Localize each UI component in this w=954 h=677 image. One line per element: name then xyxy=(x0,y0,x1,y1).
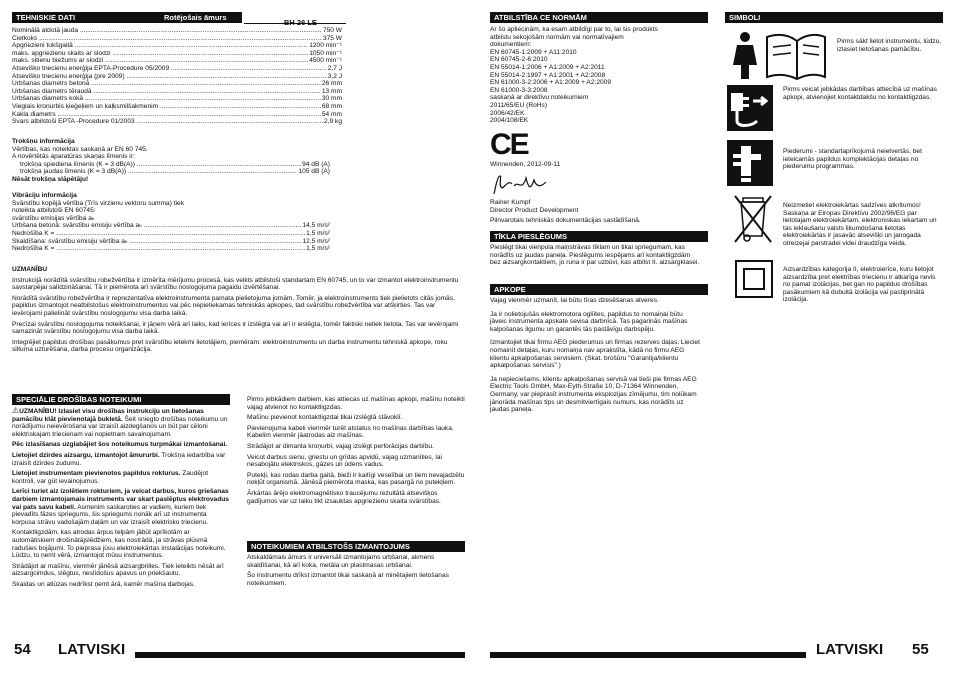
safety-text: Strādājot ar mašīnu, vienmēr jānēsā aizsargbrilles. Tiek ieteikts nēsāt arī aizsargcimdus, slēgtus, neslīdošus apavus un priekšautu. xyxy=(12,562,224,578)
vibration-spec-row xyxy=(12,245,330,253)
spec-row xyxy=(12,95,342,103)
safety-para: Pievienojuma kabeli vienmēr turēt atstatus no mašīnas darbības lauka. Kabelim vienmēr jāatrodas aiz mašīnas. xyxy=(247,424,454,440)
spec-label: Urbšanas diametrs betonā ..... xyxy=(12,80,321,88)
tech-data-title: TEHNISKIE DATI xyxy=(16,13,76,22)
symbol-text: Aizsardzības kategorija II, elektroierīce, kuru lietojot aizsardzība pret elektrības triecienu ir atkarīga nevis no pamat izolācijas, bet gan no papildus drošības pasākumiem kā dubultā izolācija vai pastiprinātā izolācija. xyxy=(783,266,936,304)
spec-label: trokšņa jaudas līmenis (K = 3 dB(A)) ..... xyxy=(20,168,297,176)
symbol-text: Piederumi - standartaprīkojumā neietvertās, bet ieteicamās papildus komplektācijas detaļas no piederumu programmas. xyxy=(783,148,922,171)
usage-header xyxy=(247,541,465,552)
spec-value: 94 dB (A) xyxy=(302,160,330,168)
noise-title: Trokšņu informācija xyxy=(12,138,75,145)
usage-para: Atskaldāmais āmurs ir universāli izmantojams urbšanai, akmens skaldīšanai, kā arī koka, metāla un plastmasas urbšanai. xyxy=(247,554,435,569)
noise-line-1: Vērtības, kas noteiktas saskaņā ar EN 60 745. xyxy=(12,145,148,153)
safety-title: SPECIĀLIE DROŠĪBAS NOTEIKUMI xyxy=(16,395,142,404)
safety-para xyxy=(12,470,230,485)
spec-value: 12,5 m/s² xyxy=(302,237,330,245)
attention-para: Instrukcijā norādītā svārstību robežvērtība ir izmērīta mērījumu procesā, kas veikts atbilstoši standartam EN 60745, un to var izmantot elektroinstrumentu savstarpējai salīdzināšanai. Tā ir piemērota arī svārstību noslogojuma pagaidu izvērtēšanai. xyxy=(12,276,459,292)
spec-value: 54 mm xyxy=(321,110,342,118)
noise-line-2: A novērtētās aparatūras skaņas līmenis ir: xyxy=(12,153,135,161)
network-text: Pieslēgt tikai vienpola maiņstrāvas tīklam un tikai spriegumam, kas norādīts uz jaudas paneļa. Pieslēgums iespējams arī kontaktligzdām bez aizsargkontaktiem, jo runa ir par uzbūvi, kas atbilst II. aizsargklasei. xyxy=(490,244,700,267)
safety-para: Strādājot ar dimanta kroņurbi, vajag izslēgt perforācijas darbību. xyxy=(247,442,434,450)
spec-row xyxy=(12,50,342,58)
vibration-spec-list xyxy=(12,222,330,252)
right-page-language: LATVISKI xyxy=(816,641,884,658)
noise-spec-row xyxy=(20,168,330,176)
spec-value: 105 dB (A) xyxy=(298,168,330,176)
symbols-header xyxy=(725,12,943,23)
spec-value: 68 mm xyxy=(321,102,342,110)
spec-row xyxy=(12,88,342,96)
place-date: Winnenden, 2012-09-11 xyxy=(490,161,561,168)
safety-column-1 xyxy=(12,407,230,591)
spec-value: 2,9 kg xyxy=(324,118,342,126)
left-page-language: LATVISKI xyxy=(58,641,126,658)
spec-row xyxy=(12,73,342,81)
care-title: APKOPE xyxy=(494,285,526,294)
spec-row xyxy=(12,27,342,35)
care-para: Izmantojiet tikai firmu AEG piederumus un firmas rezerves daļas. Lieciet nomainīt detaļas, kuru nomaiņa nav aprakstīta, kādā no firmu AEG klientu apkalpošanas servisiem. (Skat. brošūru "Garantija/klientu apkalpošanas servisis".) xyxy=(490,339,700,370)
spec-value: 4500 min⁻¹ xyxy=(309,57,342,65)
tech-data-subheader xyxy=(158,12,242,23)
spec-label: Urbšanas diametrs kokā ..... xyxy=(12,95,321,103)
spec-label: Skaldīšana: svārstību emisiju vērtība aₕ ..... xyxy=(12,238,302,246)
safety-para xyxy=(12,563,230,578)
conformity-text xyxy=(490,26,708,125)
safety-header xyxy=(12,394,230,405)
spec-value: 375 W xyxy=(322,34,342,42)
spec-list xyxy=(12,27,342,126)
conformity-line: EN 55014-2:1997 + A1:2001 + A2:2008 xyxy=(490,71,606,79)
safety-para: Ārkārtas ārējo elektromagnētisko traucējumu rezultātā atsevišķos gadījumos var uz laiku tikt izsauktas apgriezienu skaita svārstības. xyxy=(247,489,441,505)
right-footer-bar xyxy=(490,652,806,658)
weee-bin-icon xyxy=(733,192,773,246)
safety-para xyxy=(12,581,230,589)
left-footer-bar xyxy=(135,652,465,658)
vibration-line-2: noteikta atbilstoši EN 60745: xyxy=(12,207,96,215)
conformity-line: EN 60745-1:2009 + A11:2010 xyxy=(490,48,577,56)
spec-label: Atsevišķo triecienu enerģija (pre 2009) ..... xyxy=(12,73,327,81)
spec-value: 1,5 m/s² xyxy=(306,245,330,253)
network-title: TĪKLA PIESLĒGUMS xyxy=(494,232,568,241)
symbol-text: Pirms sākt lietot instrumentu, lūdzu, izlasiet lietošanas pamācību. xyxy=(837,38,942,53)
vibration-line-3: svārstību emisijas vērtība aₕ xyxy=(12,214,95,222)
safety-para xyxy=(12,441,230,449)
safety-para xyxy=(12,452,230,467)
spec-row xyxy=(12,57,342,65)
noise-warning: Nēsāt trokšņa slāpētāju! xyxy=(12,175,89,183)
spec-label: Atsevišķo triecienu enerģija EPTA-Procedure 05/2009 ..... xyxy=(12,65,327,73)
spec-label: Vieglais kroņurbis ķieģeļiem un kaļķsmilšakmenim ..... xyxy=(12,103,321,111)
conformity-title: ATBILSTĪBA CE NORMĀM xyxy=(494,13,587,22)
signer-role: Director Product Development xyxy=(490,206,579,214)
spec-value: 1200 min⁻¹ xyxy=(309,42,342,50)
accessory-icon xyxy=(727,140,773,186)
safety-text: Skaidas un atlūzas nedrīkst ņemt ārā, kamēr mašīna darbojas. xyxy=(12,580,195,588)
symbol-text: Pirms veicat jebkādas darbības attiecībā uz mašīnas apkopi, atvienojiet kontaktdakšu no kontaktligzdas. xyxy=(783,86,937,101)
safety-para xyxy=(12,407,230,438)
safety-text: Trokšņa iedarbība var izraisīt dzirdes zudumu. xyxy=(12,451,226,467)
noise-section xyxy=(12,138,330,184)
attention-section xyxy=(12,266,464,357)
safety-para: Veicot darbus sienu, griestu un grīdas apvidū, vajag uzmanīties, lai nesabojātu elektriskos, gāzes un ūdens vadus. xyxy=(247,453,442,469)
spec-label: maks. apgriezienu skaits ar slodzi ..... xyxy=(12,50,308,58)
noise-spec-row xyxy=(20,161,330,169)
left-page-number: 54 xyxy=(14,641,31,658)
care-para: Ja nepieciešams, klientu apkalpošanas servisā vai tieši pie firmas AEG Electric Tools GmbH, Max-Eyth-Straße 10, D-71364 Winnenden, Germany, var pieprasīt instrumenta eksplozijas zīmējumu, tim nolūkam jānorāda mašīnas tips un desmitviertīgais numurs, kas norādīts uz jaudas paneļa. xyxy=(490,375,697,414)
spec-label: Nominālā atdotā jauda ..... xyxy=(12,27,322,35)
safety-column-2 xyxy=(247,396,465,508)
usage-title: NOTEIKUMIEM ATBILSTOŠS IZMANTOJUMS xyxy=(251,542,410,551)
safety-bold: Pēc izlasīšanas uzglabājiet šos noteikumus turpmākai izmantošanai. xyxy=(12,441,228,449)
conformity-line: EN 61000-3-2:2006 + A1:2009 + A2:2009 xyxy=(490,79,611,87)
safety-para xyxy=(12,488,230,526)
spec-row xyxy=(12,65,342,73)
spec-row xyxy=(12,103,342,111)
vibration-title: Vibrāciju informācija xyxy=(12,192,77,199)
model-header xyxy=(244,12,346,27)
safety-bold: Lietojiet dzirdes aizsargu, izmantojot āmururbi. xyxy=(12,451,160,459)
safety-bold: Lietojiet instrumentam pievienotos papildus rokturus. xyxy=(12,470,181,478)
spec-row xyxy=(12,111,342,119)
spec-label: Kakla diametrs ..... xyxy=(12,111,321,119)
spec-value: 14,5 m/s² xyxy=(302,222,330,230)
care-para: Vajag vienmēr uzmanīt, lai būtu tīras dzesēšanas atveres. xyxy=(490,297,659,304)
conformity-line: dokumentiem: xyxy=(490,41,532,49)
conformity-line: EN 55014-1:2006 + A1:2009 + A2:2011 xyxy=(490,63,605,71)
safety-bold: UZMANĪBU! Izlasiet visu drošības instrukciju un lietošanas pamācību klāt pievienotajā bukletā. xyxy=(12,408,204,423)
spec-value: 1,5 m/s² xyxy=(306,229,330,237)
conformity-line: Ar šo apliecinām, ka esam atbildīgi par to, lai šis produkts xyxy=(490,26,658,33)
model-name: BH 26 LE xyxy=(284,18,317,27)
usage-para: Šo instrumentu drīkst izmantot tikai saskaņā ar minētajiem lietošanas noteikumiem. xyxy=(247,572,449,587)
vibration-spec-row xyxy=(12,238,330,246)
spec-row xyxy=(12,35,342,43)
spec-value: 30 mm xyxy=(321,95,342,103)
conformity-line: saskaņā ar direktīvu noteikumiem xyxy=(490,94,589,102)
network-header xyxy=(490,231,708,242)
authorized-text: Pilnvarotais tehniskās dokumentācijas sastādīšanā. xyxy=(490,217,641,225)
conformity-line: EN 60745-2-6:2010 xyxy=(490,56,548,64)
read-manual-icon xyxy=(727,29,827,81)
symbols-title: SIMBOLI xyxy=(729,13,761,22)
attention-para: Precīzai svārstību noslogojuma noteikšanai, ir jāņem vērā arī laiks, kad ierīces ir izslēgta vai arī ir ieslēgta, tomēr faktiski netiek lietota. Tas var ievērojami samazināt svārstību noslogojumu visa darba laikā. xyxy=(12,320,459,336)
attention-title: UZMANĪBU xyxy=(12,266,48,273)
tool-type: Rotējošais āmurs xyxy=(164,13,227,22)
spec-value: 2,7 J xyxy=(327,64,342,72)
safety-text: Asmenim saskaroties ar vadiem, kuriem tiek pievadīts fāzes spriegums, šis spriegums nonāk arī uz instrumenta korpusa strāvu vadošajām daļām un var izraisīt elektrisko triecienu. xyxy=(12,503,209,526)
care-para: Ja ir nolietojušās elektromotora ogliītes, papildus to nomaiņai būtu jāveic instrumenta apskate sevisa darbnīcā. Tas pagarinās mašīnas kalpošanas ilgumu un garantēs tās pastāvīgu darbspēju. xyxy=(490,310,688,333)
class-ii-icon xyxy=(735,260,773,298)
conformity-line: 2011/65/EU (RoHs) xyxy=(490,101,548,109)
safety-para: Pirms jebkādiem darbiem, kas attiecas uz mašīnas apkopi, mašīnu noteikti vajag atvienot no kontaktligzdas. xyxy=(247,396,465,411)
spec-value: 750 W xyxy=(322,27,342,34)
spec-label: Apgriezieni tukšgaitā ..... xyxy=(12,42,308,50)
vibration-spec-row xyxy=(12,222,330,230)
spec-label: trokšņa spiediena līmenis (K = 3 dB(A)) ..... xyxy=(20,161,301,169)
safety-para: Mašīnu pievienot kontaktligzdai tikai izslēgtā stāvoklī. xyxy=(247,414,403,422)
noise-spec-list xyxy=(12,161,330,176)
conformity-line: 2006/42/EK xyxy=(490,109,525,117)
symbol-text: Neizmetiet elektroiekārtas sadzīves atkritumos! Saskaņa ar Eiropas Direktīvu 2002/96/EG par lietotajam elektroiekārtam, elektroniskas iekartam un tas ieklaušanu valsts likumdošana lietotas elektroiekārtas ir jasavāc atsevišķi un janogada otreizejai parstradei videi draudzīga veida. xyxy=(783,202,937,247)
spec-label: Cietkoks ..... xyxy=(12,35,322,43)
safety-para xyxy=(12,529,230,559)
safety-bold: Lerīci turiet aiz izolētiem rokturiem, ja veicat darbus, kuros griešanas darbiem izmantojamais instruments var skart paslēptus elektrovadus vai pats savu kabeli. xyxy=(12,488,229,511)
spec-value: 26 mm xyxy=(321,80,342,88)
conformity-line: atbilstu sekojošām normām vai normatīvajiem xyxy=(490,33,624,41)
conformity-line: EN 61000-3-3:2008 xyxy=(490,86,548,94)
spec-value: 3,2 J xyxy=(327,72,342,80)
conformity-line: 2004/108/EK xyxy=(490,117,529,125)
spec-value: 13 mm xyxy=(321,87,342,95)
spec-label: Urbšana betonā: svārstību emisiju vērtība aₕ ..... xyxy=(12,222,302,230)
warning-icon: ⚠ xyxy=(12,406,20,415)
spec-label: Nedrošība K = ..... xyxy=(12,230,305,238)
vibration-spec-row xyxy=(12,230,330,238)
ce-mark-icon: CE xyxy=(490,128,528,161)
attention-para: Norādītā svārstību robežvērtība ir reprezentatīva elektroinstrumenta pamata pielietojuma jomām. Tomēr, ja elektroinstruments tiek pielietots citās jomās, papildus izmantojot neatbilstošus elektroinstrumentus vai pēc nepietiekamas tehniskās apkopes, tad svārstību robežvērtība var atšķirties. Tas var ievērojami palielināt svārstību noslogojumu visa darba laikā. xyxy=(12,294,455,317)
care-header xyxy=(490,284,708,295)
signer-block xyxy=(490,199,708,225)
spec-label: Svars atbilstoši EPTA -Procedure 01/2003 ..... xyxy=(12,118,323,126)
vibration-line-1: Svārstību kopējā vērtība (Trīs virzienu vektoru summa) tiek xyxy=(12,199,184,207)
spec-row xyxy=(12,118,342,126)
right-page-number: 55 xyxy=(912,641,929,658)
attention-para: Integrējiet papildus drošības pasākumus pret svārstību ietekmi lietotājiem, piemēram: elektroinstrumentu un darba instrumentu tehniskā apkope, roku siltuma uzturēšana, darba procesu organizācija. xyxy=(12,338,448,354)
signature-icon xyxy=(490,172,560,198)
vibration-section xyxy=(12,192,330,253)
spec-label: Nedrošība K = ..... xyxy=(12,245,305,253)
signer-name: Rainer Kumpf xyxy=(490,199,531,206)
spec-value: 1050 min⁻¹ xyxy=(309,49,342,57)
safety-text: Zaudējot kontroli, var gūt ievainojumus. xyxy=(12,470,209,485)
spec-row xyxy=(12,42,342,50)
spec-label: maks. sitienu biežums ar slodzi ..... xyxy=(12,57,308,65)
safety-text: Šeit sniegto drošības noteikumu un norādījumu neievērošana var izraisīt aizdegšanos un būt par cēloni elektriskajam triecienam vai nopietnam savainojumam. xyxy=(12,415,228,438)
safety-para: Putekļi, kas rodas darba gaitā, bieži ir kaitīgi veselībai un tiem nevajadzētu nokļūt organismā. Jānēsā piemērota maska, kas pasargā no putekļiem. xyxy=(247,471,465,487)
usage-section xyxy=(247,554,465,590)
conformity-header xyxy=(490,12,708,23)
spec-row xyxy=(12,80,342,88)
spec-label: Urbšanas diametrs tēraudā ..... xyxy=(12,88,321,96)
unplug-icon xyxy=(727,85,773,131)
care-section xyxy=(490,297,700,417)
safety-text: Kontaktligzdām, kas atrodas ārpus telpām jābūt aprīkotām ar automātiskiem drošinātājslēdžiem, kas nostrādā, ja strāvas plūsmā radušies bojājumi. To pieprasa jūsu elektroiekārtas instalācijas noteikumi. Lūdzu, to ņemt vērā, izmantojot mūsu instrumentus. xyxy=(12,529,226,560)
